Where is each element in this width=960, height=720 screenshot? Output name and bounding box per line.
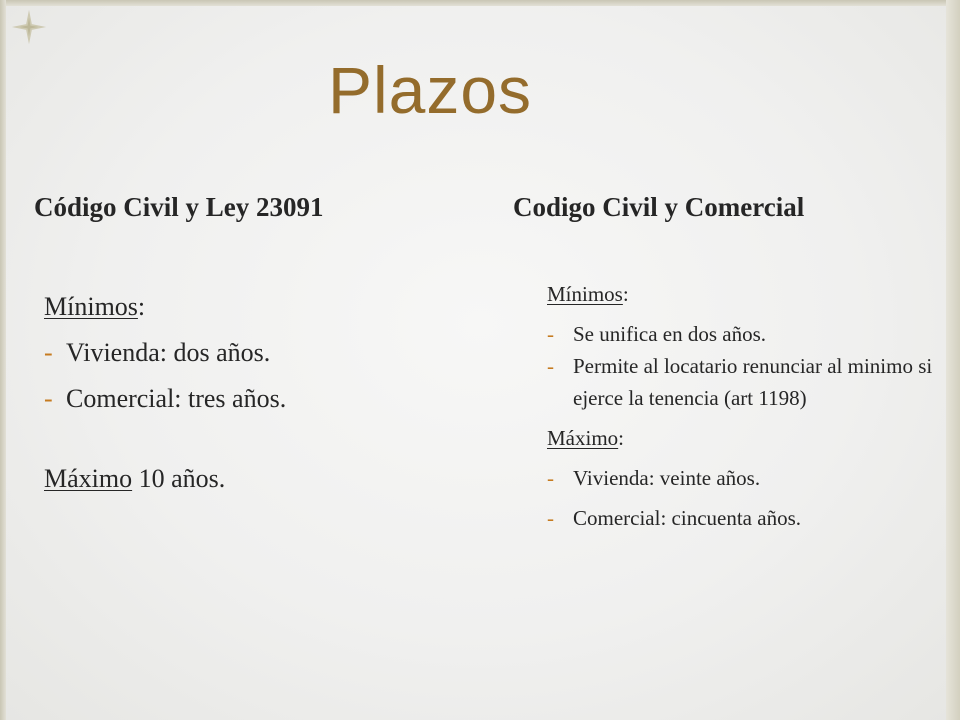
right-maximo-item — [547, 462, 942, 494]
right-minimos-item-text: Se unifica en dos años. — [573, 322, 767, 346]
right-minimos-item — [547, 350, 942, 414]
right-minimos-line — [547, 278, 942, 310]
left-maximo-value: 10 años. — [132, 464, 226, 493]
left-column-heading: Código Civil y Ley 23091 — [34, 192, 324, 222]
right-minimos-item — [547, 318, 942, 350]
dash-bullet: - — [547, 322, 554, 346]
left-maximo-line — [44, 456, 464, 502]
right-maximo-colon: : — [618, 426, 625, 450]
left-minimos-item — [44, 376, 464, 422]
dash-bullet: - — [44, 384, 53, 413]
left-maximo-label: Máximo — [44, 464, 133, 493]
right-column-body — [547, 278, 942, 534]
frame-right-border — [946, 0, 960, 720]
left-minimos-item — [44, 330, 464, 376]
left-column-body — [44, 284, 464, 502]
dash-bullet: - — [547, 466, 554, 490]
left-minimos-colon: : — [137, 292, 146, 321]
left-minimos-label: Mínimos — [44, 292, 138, 321]
right-minimos-label: Mínimos — [547, 282, 623, 306]
left-minimos-item-text: Vivienda: dos años. — [66, 338, 271, 367]
dash-bullet: - — [44, 338, 53, 367]
slide-title: Plazos — [327, 53, 533, 127]
right-maximo-label: Máximo — [547, 426, 619, 450]
right-minimos-item-text: Permite al locatario renunciar al minimo si ejerce la tenencia (art 1198) — [573, 354, 933, 410]
dash-bullet: - — [547, 506, 554, 530]
right-maximo-item-text: Vivienda: veinte años. — [573, 466, 761, 490]
right-maximo-line — [547, 422, 942, 454]
right-minimos-colon: : — [622, 282, 629, 306]
right-maximo-item — [547, 502, 942, 534]
left-minimos-item-text: Comercial: tres años. — [66, 384, 287, 413]
right-column-heading: Codigo Civil y Comercial — [513, 192, 805, 222]
frame-top-border — [0, 0, 960, 6]
sparkle-icon — [10, 8, 48, 46]
dash-bullet: - — [547, 354, 554, 378]
left-minimos-line — [44, 284, 464, 330]
right-maximo-item-text: Comercial: cincuenta años. — [573, 506, 801, 530]
